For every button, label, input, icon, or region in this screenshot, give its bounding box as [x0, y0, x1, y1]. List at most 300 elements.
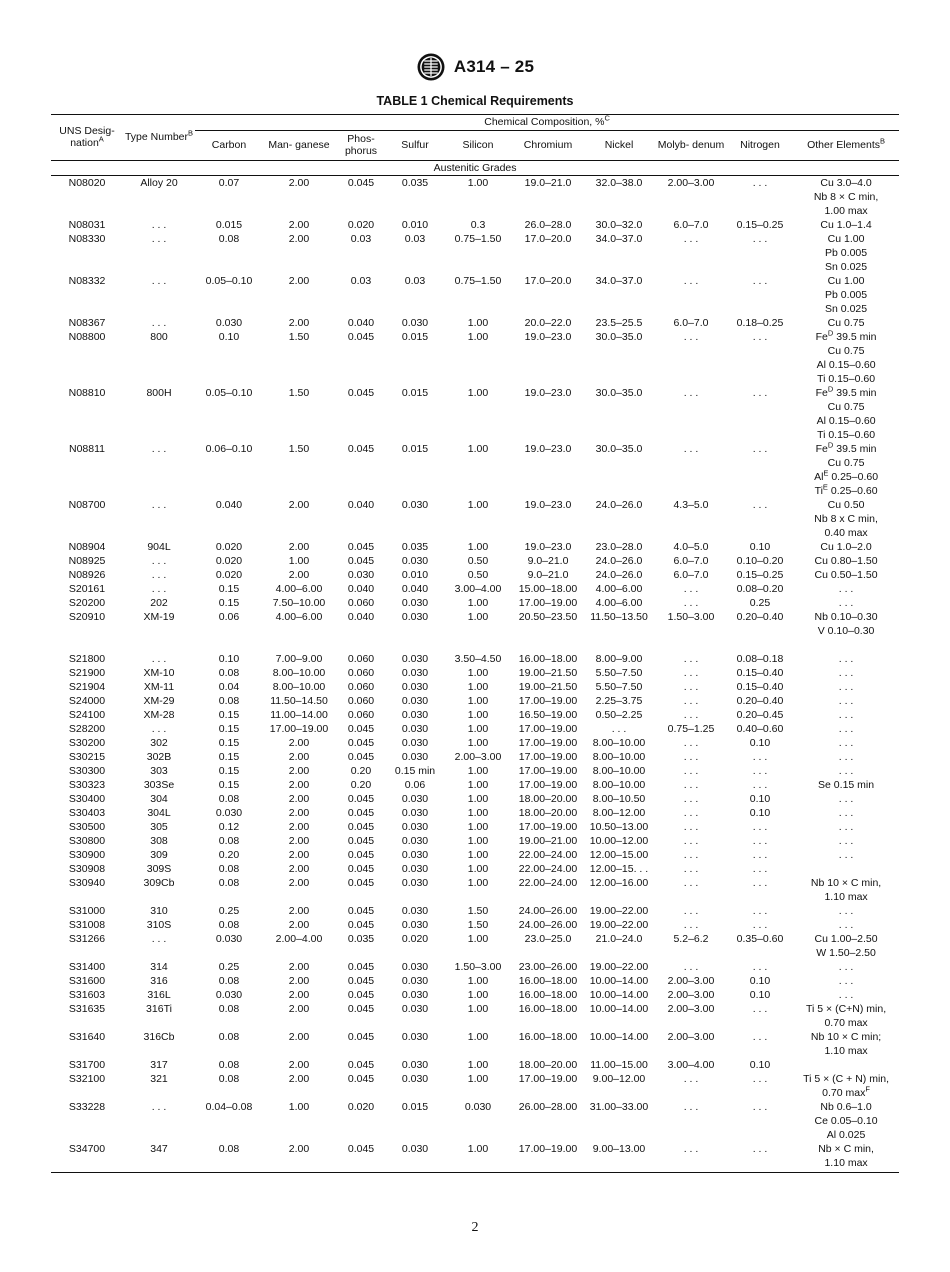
- cell-nitrogen: 0.08–0.20: [736, 582, 784, 595]
- other-element-line: Nb 10 × C min;: [810, 1030, 882, 1043]
- cell-chromium: 20.50–23.50: [518, 610, 578, 623]
- cell-silicon: 1.00: [467, 1030, 489, 1043]
- cell-carbon: 0.07: [218, 176, 240, 189]
- cell-uns: N08925: [68, 554, 106, 567]
- cell-molybdenum: 4.0–5.0: [673, 540, 709, 553]
- cell-silicon: 1.00: [467, 820, 489, 833]
- cell-carbon: 0.15: [218, 736, 240, 749]
- cell-sulfur: 0.035: [401, 176, 429, 189]
- cell-carbon: 0.08: [218, 1002, 240, 1015]
- cell-nitrogen: . . .: [752, 764, 768, 777]
- cell-type: 308: [150, 834, 168, 847]
- cell-nitrogen: . . .: [727, 1142, 793, 1173]
- cell-uns: N08367: [68, 316, 106, 329]
- cell-nitrogen: . . .: [752, 386, 768, 399]
- cell-uns: N08700: [68, 498, 106, 511]
- cell-nitrogen: 0.10: [749, 736, 771, 749]
- cell-other-elements: [793, 834, 899, 848]
- cell-chromium: 26.0–28.0: [524, 218, 572, 231]
- cell-chromium: 16.00–18.00: [518, 988, 578, 1001]
- cell-nickel: 10.00–14.00: [589, 974, 649, 987]
- cell-molybdenum: . . .: [683, 764, 699, 777]
- other-element-line: Nb 8 x C min,: [814, 512, 878, 525]
- table-row: [51, 1030, 899, 1058]
- other-element-line: . . .: [838, 582, 854, 595]
- other-element-line: Cu 1.0–1.4: [820, 218, 872, 231]
- other-element-line: $Al^E$ 0.25–0.60: [814, 468, 879, 483]
- table-row: [51, 792, 899, 806]
- cell-sulfur: 0.030: [401, 904, 429, 917]
- cell-molybdenum: . . .: [683, 1072, 699, 1085]
- cell-carbon: 0.15: [218, 582, 240, 595]
- cell-sulfur: 0.030: [401, 708, 429, 721]
- other-element-line: Ti 5 × (C + N) min,: [803, 1072, 890, 1085]
- cell-molybdenum: . . .: [683, 694, 699, 707]
- cell-nitrogen: . . .: [752, 232, 768, 245]
- cell-type: XM-29: [143, 694, 175, 707]
- other-element-line: . . .: [838, 792, 854, 805]
- cell-carbon: 0.05–0.10: [205, 274, 253, 287]
- cell-phosphorus: 0.045: [347, 386, 375, 399]
- other-element-line: . . .: [838, 680, 854, 693]
- cell-nitrogen: 0.20–0.40: [736, 610, 784, 623]
- cell-phosphorus: 0.045: [347, 1030, 375, 1043]
- other-element-line: . . .: [838, 974, 854, 987]
- cell-molybdenum: . . .: [683, 596, 699, 609]
- cell-type: . . .: [151, 554, 167, 567]
- other-element-line: Cu 0.75: [827, 400, 865, 413]
- cell-molybdenum: . . .: [683, 904, 699, 917]
- cell-chromium: 19.0–23.0: [524, 386, 572, 399]
- cell-manganese: 8.00–10.00: [272, 680, 326, 693]
- cell-other-elements: [793, 708, 899, 722]
- cell-uns: S20200: [68, 596, 106, 609]
- cell-other-elements: [793, 974, 899, 988]
- header-phosphorus: Phos- phorus: [335, 130, 387, 160]
- other-element-line: . . .: [838, 848, 854, 861]
- cell-type: 303: [150, 764, 168, 777]
- cell-other-elements: [793, 904, 899, 918]
- cell-phosphorus: 0.20: [350, 778, 372, 791]
- cell-carbon: 0.030: [215, 932, 243, 945]
- cell-nitrogen: . . .: [752, 876, 768, 889]
- cell-molybdenum: . . .: [683, 834, 699, 847]
- cell-chromium: 17.00–19.00: [518, 736, 578, 749]
- cell-phosphorus: 0.060: [347, 596, 375, 609]
- cell-other-elements: [793, 722, 899, 736]
- cell-manganese: 2.00–4.00: [275, 932, 323, 945]
- cell-chromium: 19.0–21.0: [524, 176, 572, 189]
- cell-silicon: 1.00: [467, 848, 489, 861]
- table-row: [51, 175, 899, 218]
- cell-other-elements: [793, 1100, 899, 1142]
- other-element-line: 1.10 max: [824, 890, 868, 903]
- cell-other-elements: [793, 1142, 899, 1173]
- cell-uns: S24000: [68, 694, 106, 707]
- other-element-line: Sn 0.025: [825, 302, 868, 315]
- cell-nitrogen: 0.40–0.60: [736, 722, 784, 735]
- cell-uns: S28200: [68, 722, 106, 735]
- cell-silicon: 1.00: [467, 680, 489, 693]
- cell-uns: S30403: [68, 806, 106, 819]
- cell-manganese: 2.00: [288, 568, 310, 581]
- cell-sulfur: 0.030: [401, 1030, 429, 1043]
- cell-carbon: 0.12: [218, 820, 240, 833]
- other-element-line: $Fe^D$ 39.5 min: [815, 384, 877, 399]
- cell-type: XM-11: [143, 680, 175, 693]
- cell-molybdenum: 2.00–3.00: [667, 988, 715, 1001]
- cell-manganese: 11.00–14.00: [270, 708, 328, 721]
- cell-sulfur: 0.06: [404, 778, 426, 791]
- cell-other-elements: [793, 862, 899, 876]
- cell-molybdenum: . . .: [683, 806, 699, 819]
- table-row: [51, 274, 899, 316]
- cell-chromium: 22.00–24.00: [518, 848, 578, 861]
- header-chromium: Chromium: [513, 130, 583, 160]
- cell-phosphorus: 0.045: [347, 974, 375, 987]
- table-row: [51, 862, 899, 876]
- cell-nickel: 30.0–35.0: [595, 442, 643, 455]
- cell-molybdenum: . . .: [683, 1100, 699, 1113]
- cell-carbon: 0.15: [218, 750, 240, 763]
- cell-phosphorus: 0.045: [347, 792, 375, 805]
- cell-nickel: 5.50–7.50: [595, 680, 643, 693]
- cell-nickel: 10.00–14.00: [589, 1002, 649, 1015]
- cell-carbon: 0.04–0.08: [205, 1100, 253, 1113]
- other-element-line: 0.40 max: [824, 526, 868, 539]
- cell-uns: S30500: [68, 820, 106, 833]
- cell-other-elements: [793, 554, 899, 568]
- other-element-line: Al 0.15–0.60: [816, 358, 876, 371]
- table-title: TABLE 1 Chemical Requirements: [376, 94, 574, 108]
- cell-phosphorus: 0.045: [347, 904, 375, 917]
- cell-chromium: 22.00–24.00: [518, 862, 578, 875]
- cell-chromium: 19.0–23.0: [524, 498, 572, 511]
- cell-silicon: 1.00: [467, 764, 489, 777]
- cell-nickel: . . .: [611, 722, 627, 735]
- cell-chromium: 17.00–19.00: [518, 778, 578, 791]
- cell-uns: N08020: [68, 176, 106, 189]
- cell-nickel: 8.00–10.00: [592, 736, 646, 749]
- section-label: Austenitic Grades: [51, 160, 899, 175]
- cell-type: 321: [150, 1072, 168, 1085]
- other-element-line: 0.70 $\max^F$: [822, 1084, 870, 1099]
- cell-molybdenum: . . .: [683, 862, 699, 875]
- table-row: [51, 582, 899, 596]
- table-row: [51, 610, 899, 638]
- other-element-line: Pb 0.005: [825, 246, 868, 259]
- table-row: [51, 498, 899, 540]
- cell-manganese: 2.00: [288, 904, 310, 917]
- cell-sulfur: 0.010: [401, 568, 429, 581]
- cell-type: 310S: [146, 918, 172, 931]
- table-row: [51, 1142, 899, 1173]
- cell-uns: S21904: [68, 680, 106, 693]
- cell-sulfur: 0.030: [401, 750, 429, 763]
- cell-silicon: 1.00: [467, 610, 489, 623]
- cell-sulfur: 0.010: [401, 218, 429, 231]
- cell-chromium: 26.00–28.00: [518, 1100, 578, 1113]
- cell-other-elements: [793, 876, 899, 904]
- table-row: [51, 960, 899, 974]
- cell-silicon: 1.00: [467, 834, 489, 847]
- cell-manganese: 17.00–19.00: [269, 722, 329, 735]
- cell-type: 309S: [146, 862, 172, 875]
- cell-nickel: 12.00–15.00: [589, 848, 649, 861]
- cell-nickel: 0.50–2.25: [595, 708, 643, 721]
- cell-chromium: 19.00–21.50: [518, 680, 578, 693]
- other-element-line: Al 0.15–0.60: [816, 414, 876, 427]
- table-row: [51, 848, 899, 862]
- cell-type: . . .: [151, 1100, 167, 1113]
- cell-nickel: 31.00–33.00: [589, 1100, 649, 1113]
- cell-chromium: 19.0–23.0: [524, 330, 572, 343]
- cell-molybdenum: . . .: [683, 442, 699, 455]
- cell-uns: S30215: [68, 750, 106, 763]
- cell-uns: S31266: [68, 932, 106, 945]
- other-element-line: . . .: [838, 806, 854, 819]
- cell-type: 347: [123, 1142, 195, 1173]
- table-row: [51, 232, 899, 274]
- cell-phosphorus: 0.040: [347, 582, 375, 595]
- cell-carbon: 0.08: [218, 834, 240, 847]
- cell-nitrogen: 0.08–0.18: [736, 652, 784, 665]
- cell-manganese: 2.00: [288, 974, 310, 987]
- cell-type: . . .: [151, 932, 167, 945]
- cell-uns: S30400: [68, 792, 106, 805]
- cell-carbon: 0.015: [215, 218, 243, 231]
- other-element-line: Cu 0.50–1.50: [814, 568, 878, 581]
- cell-manganese: 2.00: [288, 778, 310, 791]
- cell-type: 202: [150, 596, 168, 609]
- cell-carbon: 0.06–0.10: [205, 442, 253, 455]
- table-row: [51, 778, 899, 792]
- section-row: [51, 160, 899, 175]
- table-row: [51, 1058, 899, 1072]
- cell-type: 800H: [146, 386, 172, 399]
- cell-chromium: 23.0–25.0: [524, 932, 572, 945]
- cell-type: . . .: [151, 232, 167, 245]
- other-element-line: 1.00 max: [824, 204, 868, 217]
- cell-phosphorus: 0.060: [347, 666, 375, 679]
- cell-chromium: 18.00–20.00: [518, 792, 578, 805]
- cell-molybdenum: . . .: [683, 232, 699, 245]
- cell-silicon: 0.030: [464, 1100, 492, 1113]
- cell-carbon: 0.030: [215, 806, 243, 819]
- cell-molybdenum: . . .: [683, 792, 699, 805]
- cell-type: 310: [150, 904, 168, 917]
- cell-nickel: 11.00–15.00: [590, 1058, 648, 1071]
- cell-type: 304: [150, 792, 168, 805]
- cell-chromium: 19.0–23.0: [524, 540, 572, 553]
- cell-sulfur: 0.035: [401, 540, 429, 553]
- other-element-line: . . .: [838, 960, 854, 973]
- cell-sulfur: 0.030: [401, 316, 429, 329]
- other-element-line: . . .: [838, 904, 854, 917]
- cell-manganese: 2.00: [288, 316, 310, 329]
- cell-nickel: 23.5–25.5: [595, 316, 643, 329]
- cell-manganese: 2.00: [288, 1072, 310, 1085]
- cell-type: 314: [150, 960, 168, 973]
- cell-nickel: 11.50–13.50: [590, 610, 648, 623]
- other-element-line: V 0.10–0.30: [817, 624, 875, 637]
- cell-phosphorus: 0.060: [347, 652, 375, 665]
- other-element-line: . . .: [838, 750, 854, 763]
- cell-nitrogen: 0.10–0.20: [736, 554, 784, 567]
- other-element-line: . . .: [838, 708, 854, 721]
- cell-other-elements: [793, 736, 899, 750]
- table-row: [51, 904, 899, 918]
- header-molybdenum: Molyb- denum: [655, 130, 727, 160]
- cell-other-elements: [793, 175, 899, 218]
- cell-uns: N08800: [68, 330, 106, 343]
- cell-type: . . .: [151, 498, 167, 511]
- table-row: [51, 680, 899, 694]
- cell-other-elements: [793, 610, 899, 638]
- cell-carbon: 0.040: [215, 498, 243, 511]
- cell-uns: S30908: [68, 862, 106, 875]
- cell-manganese: 2.00: [288, 218, 310, 231]
- table-row: [51, 988, 899, 1002]
- cell-carbon: 0.08: [218, 918, 240, 931]
- cell-uns: N08811: [68, 442, 105, 455]
- cell-silicon: 1.00: [467, 442, 489, 455]
- cell-phosphorus: 0.045: [347, 848, 375, 861]
- cell-carbon: 0.08: [218, 862, 240, 875]
- other-element-line: Cu 1.00: [827, 274, 865, 287]
- cell-nitrogen: 0.15–0.25: [736, 218, 784, 231]
- cell-phosphorus: 0.045: [347, 736, 375, 749]
- cell-nickel: 10.00–12.00: [589, 834, 649, 847]
- cell-molybdenum: . . .: [683, 960, 699, 973]
- cell-nitrogen: . . .: [752, 820, 768, 833]
- cell-other-elements: [793, 1030, 899, 1058]
- cell-molybdenum: . . .: [683, 918, 699, 931]
- cell-silicon: 1.00: [467, 386, 489, 399]
- cell-silicon: 1.00: [467, 974, 489, 987]
- cell-nickel: 24.0–26.0: [595, 498, 643, 511]
- cell-nickel: 24.0–26.0: [595, 554, 643, 567]
- cell-molybdenum: . . .: [683, 820, 699, 833]
- cell-molybdenum: 6.0–7.0: [673, 568, 709, 581]
- header-silicon: Silicon: [443, 130, 513, 160]
- other-element-line: Cu 0.80–1.50: [814, 554, 878, 567]
- cell-nitrogen: . . .: [752, 442, 768, 455]
- cell-molybdenum: . . .: [683, 848, 699, 861]
- cell-carbon: 0.15: [218, 708, 240, 721]
- cell-uns: S31640: [68, 1030, 106, 1043]
- cell-manganese: 11.50–14.50: [270, 694, 328, 707]
- cell-carbon: 0.020: [215, 540, 243, 553]
- cell-nitrogen: . . .: [752, 848, 768, 861]
- cell-silicon: 1.50: [467, 904, 489, 917]
- cell-phosphorus: 0.045: [347, 876, 375, 889]
- cell-other-elements: [793, 932, 899, 960]
- cell-carbon: 0.020: [215, 568, 243, 581]
- cell-chromium: 17.00–19.00: [518, 750, 578, 763]
- cell-nickel: 8.00–10.00: [592, 778, 646, 791]
- other-element-line: 1.10 max: [824, 1156, 868, 1169]
- cell-nickel: 34.0–37.0: [595, 232, 643, 245]
- other-element-line: [794, 1058, 898, 1072]
- other-element-line: Nb 0.6–1.0: [820, 1100, 872, 1113]
- cell-molybdenum: 2.00–3.00: [667, 176, 715, 189]
- cell-other-elements: [793, 1002, 899, 1030]
- cell-manganese: 2.00: [288, 1002, 310, 1015]
- cell-nitrogen: 0.15–0.25: [736, 568, 784, 581]
- other-element-line: [794, 862, 898, 876]
- cell-nitrogen: . . .: [752, 834, 768, 847]
- cell-nitrogen: . . .: [752, 1002, 768, 1015]
- cell-molybdenum: . . .: [683, 778, 699, 791]
- cell-nickel: 9.00–12.00: [592, 1072, 646, 1085]
- cell-uns: S31700: [68, 1058, 106, 1071]
- cell-nitrogen: 0.10: [749, 988, 771, 1001]
- cell-nickel: 4.00–6.00: [595, 582, 643, 595]
- cell-sulfur: 0.030: [401, 736, 429, 749]
- other-element-line: . . .: [838, 722, 854, 735]
- cell-nitrogen: 0.10: [749, 806, 771, 819]
- cell-sulfur: 0.030: [401, 876, 429, 889]
- cell-nitrogen: . . .: [752, 1030, 768, 1043]
- cell-silicon: 1.00: [467, 1002, 489, 1015]
- cell-molybdenum: 6.0–7.0: [673, 316, 709, 329]
- other-element-line: Cu 0.75: [827, 456, 865, 469]
- cell-phosphorus: 0.20: [350, 764, 372, 777]
- cell-manganese: 2.00: [288, 498, 310, 511]
- cell-uns: S31000: [68, 904, 106, 917]
- cell-nitrogen: . . .: [752, 274, 768, 287]
- cell-chromium: 17.00–19.00: [513, 1142, 583, 1173]
- cell-manganese: 2.00: [288, 834, 310, 847]
- cell-carbon: 0.08: [218, 792, 240, 805]
- table-row: [51, 1002, 899, 1030]
- cell-phosphorus: 0.045: [347, 442, 375, 455]
- cell-nitrogen: 0.10: [749, 974, 771, 987]
- cell-manganese: 2.00: [288, 1058, 310, 1071]
- cell-molybdenum: 2.00–3.00: [667, 974, 715, 987]
- cell-chromium: 24.00–26.00: [518, 904, 578, 917]
- table-row: [51, 554, 899, 568]
- cell-sulfur: 0.03: [404, 274, 426, 287]
- cell-chromium: 17.00–19.00: [518, 764, 578, 777]
- cell-nitrogen: . . .: [752, 918, 768, 931]
- cell-other-elements: [793, 232, 899, 274]
- cell-phosphorus: 0.045: [347, 862, 375, 875]
- cell-uns: S21900: [68, 666, 106, 679]
- cell-sulfur: 0.030: [401, 610, 429, 623]
- header-uns: UNS Desig- nation$^A$: [51, 115, 123, 161]
- cell-phosphorus: 0.020: [347, 1100, 375, 1113]
- cell-uns: N08810: [68, 386, 106, 399]
- cell-manganese: 2.00: [288, 540, 310, 553]
- header-nickel: Nickel: [583, 130, 655, 160]
- cell-manganese: 7.00–9.00: [275, 652, 323, 665]
- cell-molybdenum: 0.75–1.25: [667, 722, 715, 735]
- other-element-line: . . .: [838, 764, 854, 777]
- cell-silicon: 1.00: [467, 708, 489, 721]
- cell-uns: N08926: [68, 568, 106, 581]
- other-element-line: W 1.50–2.50: [816, 946, 876, 959]
- other-element-line: . . .: [838, 918, 854, 931]
- cell-carbon: 0.08: [218, 974, 240, 987]
- other-element-line: . . .: [838, 736, 854, 749]
- cell-phosphorus: 0.030: [347, 568, 375, 581]
- cell-manganese: 2.00: [288, 806, 310, 819]
- cell-nitrogen: 0.15–0.40: [736, 680, 784, 693]
- table-row: [51, 750, 899, 764]
- cell-carbon: 0.08: [218, 1072, 240, 1085]
